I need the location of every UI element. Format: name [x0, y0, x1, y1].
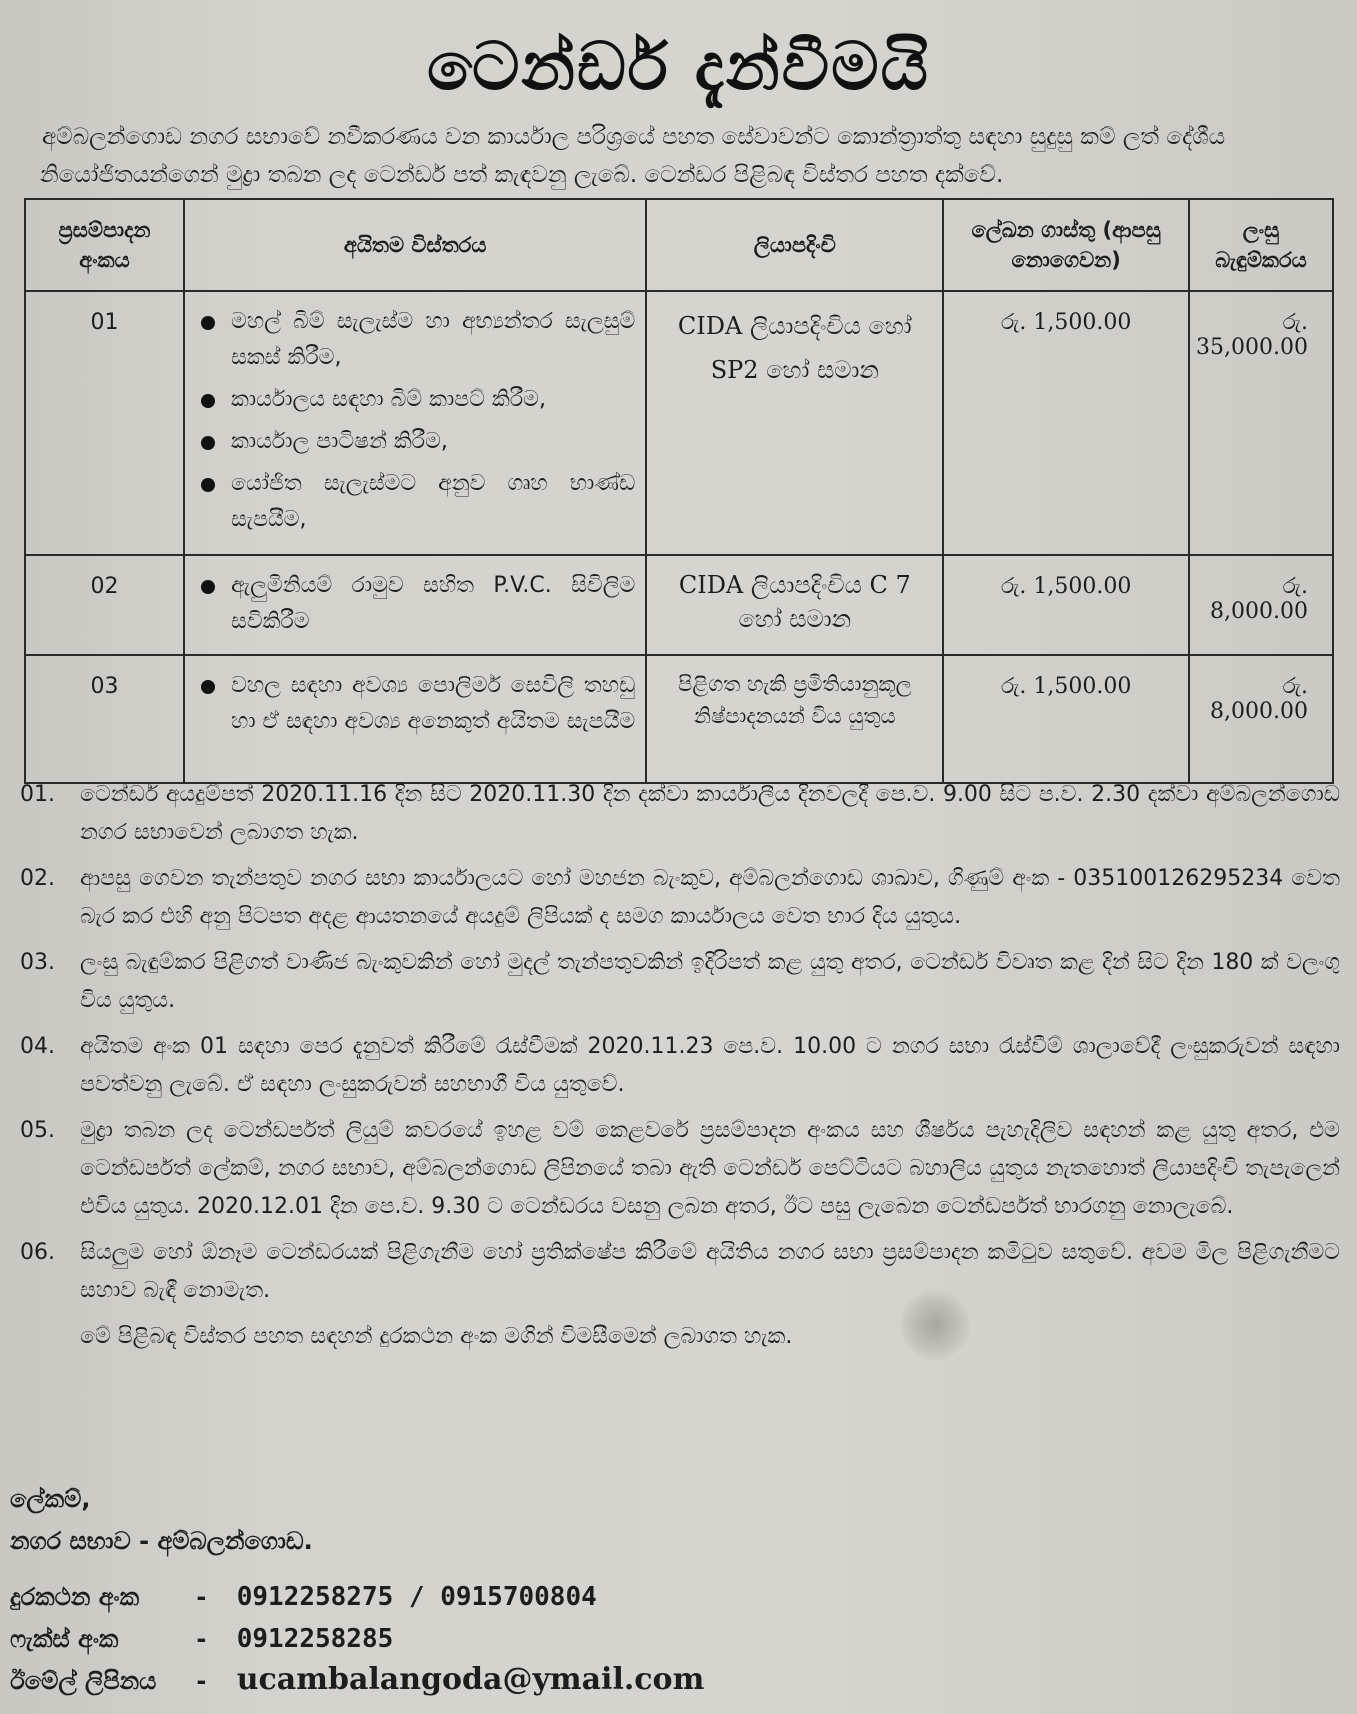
phone-contact [10, 1582, 910, 1612]
procurement-no: 01 [25, 291, 184, 555]
table-row [25, 655, 1333, 783]
signature-office: නගර සභාව - අම්බලන්ගොඩ. [10, 1527, 313, 1555]
note-text: ලංසු බැඳුම්කර පිළිගත් වාණිජ බැංකුවකින් හෝ මුදල් තැන්පතුවකින් ඉදිරිපත් කළ යුතු අතර, ටෙන්ඩර් විවෘත කළ දින් සිට දින 180 ක් වලංගු විය යුතුය. [80, 950, 1340, 1013]
note-text: මුද්‍රා තබන ලද ටෙන්ඩර්පත් ලියුම් කවරයේ ඉහළ වම් කෙළවරේ ප්‍රසම්පාදන අංකය සහ ශීර්ෂය පැහැදිලිව සඳහන් කළ යුතු අතර, එම ටෙන්ඩර්පත් ලේකම්, නගර සභාව, අම්බලන්ගොඩ ලිපිනයේ තබා ඇති ටෙන්ඩර් පෙට්ටියට බහාලිය යුතුය නැතහොත් ලියාපදිංචි තැපැලෙන් එවිය යුතුය. 2020.12.01 දින පෙ.ව. 9.30 ට ටෙන්ඩරය වසනු ලබන අතර, ඊට පසු ලැබෙන ටෙන්ඩර්පත් භාරගනු නොලැබේ. [80, 1118, 1340, 1219]
list-item: වහල සඳහා අවශ්‍ය පොලිමර් සෙවිලි තහඩු හා ඒ සඳහා අවශ්‍ය අනෙකුත් අයිතම සැපයීම [197, 668, 635, 740]
phone-number: 0912258275 / 0915700804 [236, 1582, 597, 1612]
bid-bond: රු. 35,000.00 [1189, 291, 1333, 555]
registration: CIDA ලියාපදිංචිය හෝ SP2 හෝ සමාන [646, 291, 943, 555]
document-fee: රු. 1,500.00 [943, 555, 1189, 655]
notice-title: ටෙන්ඩර් දැන්වීමයි [427, 28, 930, 105]
fax-contact [10, 1624, 910, 1654]
note-text: සියලුම හෝ ඕනෑම ටෙන්ඩරයක් පිළිගැනීම හෝ ප්‍රතික්ෂේප කිරීමේ අයිතිය නගර සභා ප්‍රසම්පාදන කමිටුව සතුවේ. අවම මිල පිළිගැනීමට සහාව බැඳී නොමැත. [80, 1240, 1340, 1303]
note-item [20, 776, 1340, 852]
note-number: 03. [20, 950, 55, 975]
inquiry-note: මේ පිළිබඳ විස්තර පහත සඳහන් දුරකථන අංක මගින් විමසීමෙන් ලබාගත හැක. [80, 1324, 793, 1349]
email-contact [10, 1662, 910, 1697]
notes-section [20, 776, 1340, 1356]
list-item: යෝජිත සැලැස්මට අනුව ගෘහ භාණ්ඩ සැපයීම, [197, 466, 635, 538]
bullet-icon [201, 394, 215, 408]
note-item [20, 1112, 1340, 1226]
list-item: මහල් බිම් සැලැස්ම හා අභ්‍යන්තර සැලසුම් සකස් කිරීම, [197, 304, 635, 376]
item-description [184, 655, 646, 783]
table-header-row [25, 199, 1333, 291]
note-number: 05. [20, 1118, 55, 1143]
bullet-icon [201, 478, 215, 492]
phone-label: දුරකථන අංක [10, 1583, 140, 1611]
registration: CIDA ලියාපදිංචිය C 7 හෝ සමාන [646, 555, 943, 655]
note-item [20, 944, 1340, 1020]
note-item [20, 1028, 1340, 1104]
tender-table [24, 198, 1334, 784]
bullet-icon [201, 316, 215, 330]
signature-block [10, 1480, 810, 1564]
note-item [20, 1234, 1340, 1310]
item-description [184, 555, 646, 655]
header-procurement-no: ප්‍රසම්පාදන අංකය [25, 199, 184, 291]
bullet-icon [201, 680, 215, 694]
table-row [25, 291, 1333, 555]
email-address: ucambalangoda@ymail.com [236, 1662, 705, 1697]
separator-dash: - [196, 1583, 207, 1611]
header-registration: ලියාපදිංචි [646, 199, 943, 291]
fax-label: ෆැක්ස් අංක [10, 1625, 119, 1653]
note-number: 06. [20, 1240, 55, 1265]
header-item-description: අයිතම විස්තරය [184, 199, 646, 291]
list-item: කාර්යාල පාටිෂන් කිරීම, [197, 424, 635, 460]
header-bid-bond: ලංසු බැඳුම්කරය [1189, 199, 1333, 291]
fax-number: 0912258285 [236, 1624, 394, 1654]
note-number: 01. [20, 782, 55, 807]
email-label: ඊමේල් ලිපිනය [10, 1667, 157, 1695]
item-description [184, 291, 646, 555]
note-number: 04. [20, 1034, 55, 1059]
note-text: ආපසු ගෙවන තැන්පතුව නගර සභා කාර්යාලයට හෝ මහජන බැංකුව, අම්බලන්ගොඩ ශාඛාව, ගිණුම් අංක - 035100126295234 වෙත බැර කර එහි අනු පිටපත අදළ ආයතනයේ අයදුම් ලිපියක් ද සමග කාර්යාලය වෙත භාර දිය යුතුය. [80, 866, 1340, 929]
separator-dash: - [196, 1667, 207, 1695]
note-text: අයිතම අංක 01 සඳහා පෙර දැනුවත් කිරීමේ රැස්වීමක් 2020.11.23 පෙ.ව. 10.00 ට නගර සභා රැස්වීම් ශාලාවේදී ලංසුකරුවන් සඳහා පවත්වනු ලැබේ. ඒ සඳහා ලංසුකරුවන් සහභාගී විය යුතුවේ. [80, 1034, 1340, 1097]
intro-paragraph: අම්බලන්ගොඩ නගර සභාවේ නවීකරණය වන කාර්යාල පරිශ්‍රයේ පහත සේවාවන්ට කොන්ත්‍රාත්තු සඳහා සුදුසු කම් ලත් දේශීය නියෝජිතයන්ගෙන් මුද්‍රා තබන ලද ටෙන්ඩර් පත් කැඳවනු ලැබේ. ටෙන්ඩර පිළිබඳ විස්තර පහත දක්වේ. [40, 124, 1226, 188]
registration: පිළිගත හැකි ප්‍රමිතියානුකූල නිෂ්පාදනයන් විය යුතුය [646, 655, 943, 783]
list-item: ඇලුමිනියම් රාමුව සහිත P.V.C. සිවිලිම සවිකිරීම [197, 568, 635, 640]
table-row [25, 555, 1333, 655]
note-text: ටෙන්ඩර් අයදුම්පත් 2020.11.16 දින සිට 2020.11.30 දින දක්වා කාර්යාලීය දිනවලදී පෙ.ව. 9.00 සිට ප.ව. 2.30 දක්වා අම්බලන්ගොඩ නගර සභාවෙන් ලබාගත හැක. [80, 782, 1340, 845]
procurement-no: 03 [25, 655, 184, 783]
list-item: කාර්යාලය සඳහා බිම් කාපට් කිරීම, [197, 382, 635, 418]
bullet-icon [201, 580, 215, 594]
bid-bond: රු. 8,000.00 [1189, 655, 1333, 783]
procurement-no: 02 [25, 555, 184, 655]
bullet-icon [201, 436, 215, 450]
bid-bond: රු. 8,000.00 [1189, 555, 1333, 655]
signature-role: ලේකම්, [10, 1485, 91, 1513]
header-document-fee: ලේඛන ගාස්තු (ආපසු නොගෙවන) [943, 199, 1189, 291]
note-number: 02. [20, 866, 55, 891]
separator-dash: - [196, 1625, 207, 1653]
note-item [20, 860, 1340, 936]
document-fee: රු. 1,500.00 [943, 655, 1189, 783]
document-fee: රු. 1,500.00 [943, 291, 1189, 555]
